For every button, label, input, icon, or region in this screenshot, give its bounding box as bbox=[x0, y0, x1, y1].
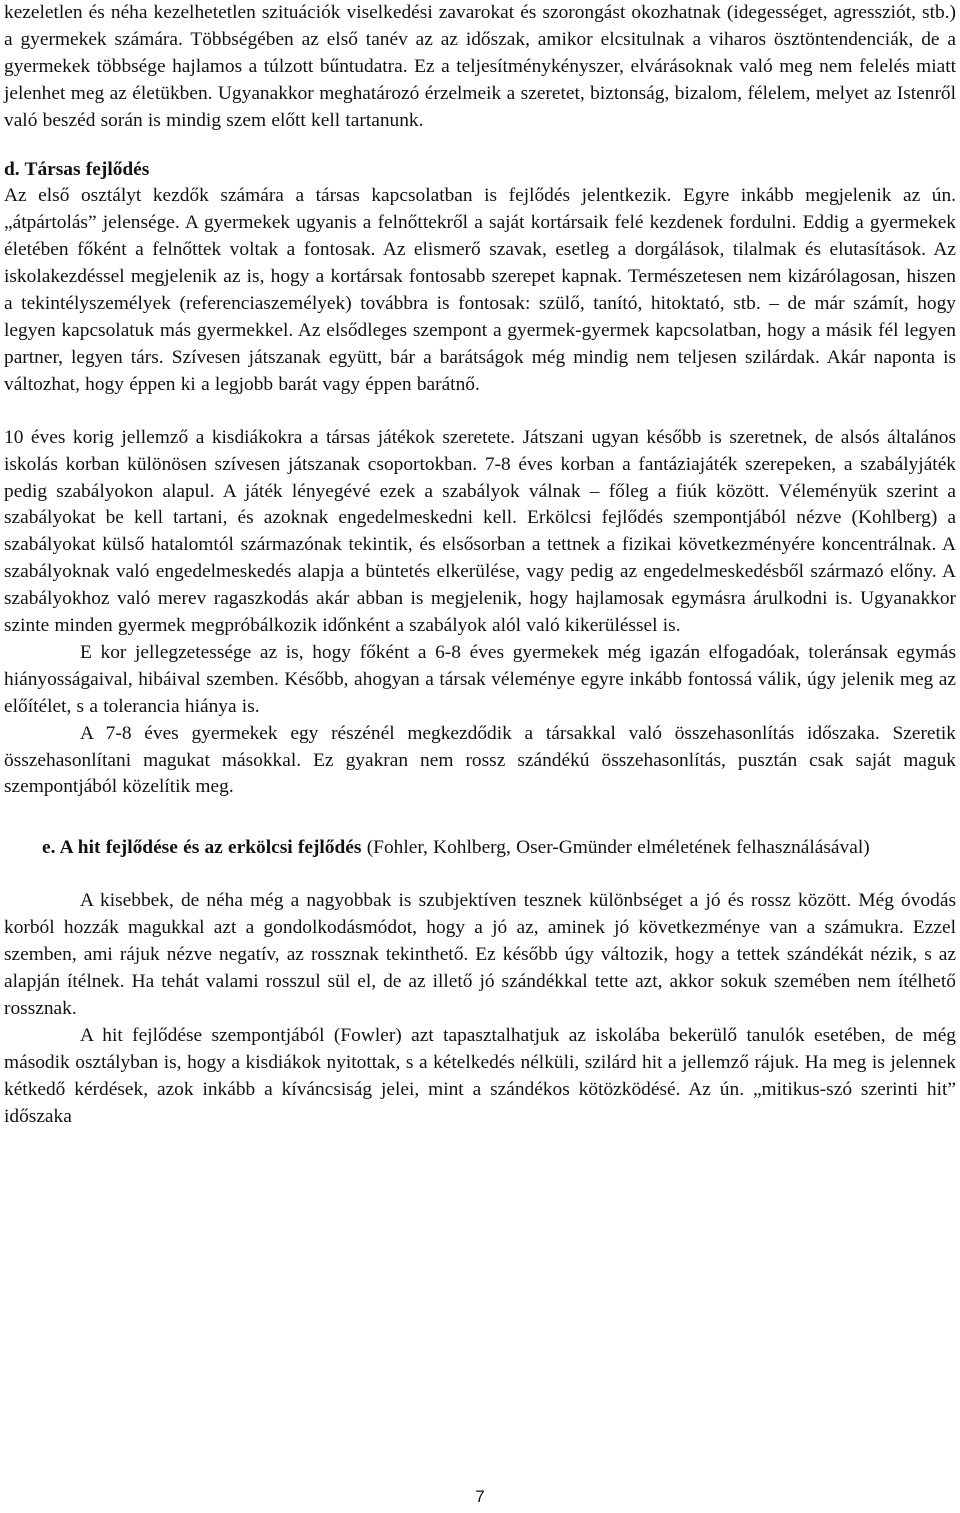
section-heading-e-subtitle: (Fohler, Kohlberg, Oser-Gmünder elméletének felhasználásával) bbox=[361, 837, 870, 859]
section-heading-d: d. Társas fejlődés bbox=[4, 158, 150, 180]
paragraph: A 7-8 éves gyermekek egy részénél megkezdődik a társakkal való összehasonlítás időszaka. Szeretik összehasonlítani magukat másokkal. Ez gyakran nem rossz szándékú összehasonlítás, pusztán csak saját maguk szempontjából közelítik meg. bbox=[4, 722, 956, 798]
paragraph: A kisebbek, de néha még a nagyobbak is szubjektíven tesznek különbséget a jó és rossz között. Még óvodás korból hozzák magukkal azt a gondolkodásmódot, hogy a jó az, aminek jó következménye van a számukra. Ezzel szemben, ami rájuk nézve negatív, az rossznak tekinthető. Ez később úgy változik, hogy a tettek szándékát nézik, s az alapján ítélnek. Ha tehát valami rosszul sül el, de az illető jó szándékkal tette azt, akkor sokuk szemében nem ítélhető rossznak. bbox=[4, 890, 956, 1019]
paragraph: E kor jellegzetessége az is, hogy főként a 6-8 éves gyermekek még igazán elfogadóak, toleránsak egymás hiányosságaival, hibáival szemben. Később, ahogyan a társak véleménye egyre inkább fontossá válik, úgy jelenik meg az előítélet, s a tolerancia hiánya is. bbox=[4, 641, 956, 717]
paragraph: kezeletlen és néha kezelhetetlen szituációk viselkedési zavarokat és szorongást okozhatnak (idegességet, agressziót, stb.) a gyermekek számára. Többségében az első tanév az az időszak, amikor elcsitulnak a viharos ösztöntendenciák, de a gyermekek többsége hajlamos a túlzott bűntudatra. Ez a teljesítménykényszer, elvárásoknak való meg nem felelés miatt jelenhet meg az életükben. Ugyanakkor meghatározó érzelmeik a szeretet, biztonság, bizalom, félelem, melyet az Istenről való beszéd során is mindig szem előtt kell tartanunk. bbox=[4, 2, 956, 131]
paragraph: 10 éves korig jellemző a kisdiákokra a társas játékok szeretete. Játszani ugyan később is szeretnek, de alsós általános iskolás korban különösen szívesen játszanak csoportokban. 7-8 éves korban a fantáziajáték szerepeken, a szabályjáték pedig szabályokon alapul. A játék lényegévé ezek a szabályok válnak – főleg a fiúk között. Véleményük szerint a szabályokat be kell tartani, és azoknak engedelmeskedni kell. Erkölcsi fejlődés szempontjából nézve (Kohlberg) a szabályokat külső hatalomtól származónak tekintik, és elsősorban a tettnek a fizikai következményére koncentrálnak. A szabályoknak való engedelmeskedés alapja a büntetés elkerülése, vagy pedig az engedelmeskedésből származó előny. A szabályokhoz való merev ragaszkodás akár abban is megjelenik, hogy hajlamosak egymásra árulkodni is. Ugyanakkor szinte minden gyermek megpróbálkozik időnként a szabályok alól való kikerüléssel is. bbox=[4, 426, 956, 637]
page-number: 7 bbox=[475, 1487, 485, 1506]
section-heading-e bbox=[4, 835, 956, 862]
paragraph: Az első osztályt kezdők számára a társas kapcsolatban is fejlődés jelentkezik. Egyre inkább megjelenik az ún. „átpártolás” jelensége. A gyermekek ugyanis a felnőttekről a saját kortársaik felé kezdenek fordulni. Eddig a gyermekek életében főként a felnőttek voltak a fontosak. Az elismerő szavak, esetleg a dorgálások, tilalmak és elutasítások. Az iskolakezdéssel megjelenik az is, hogy a kortársak fontosabb szerepet kapnak. Természetesen nem kizárólagosan, hiszen a tekintélyszemélyek (referenciaszemélyek) továbbra is fontosak: szülő, tanító, hitoktató, stb. – de már számít, hogy legyen kapcsolatuk más gyermekkel. Az elsődleges szempont a gyermek-gyermek kapcsolatban, hogy a másik fél legyen partner, legyen társ. Szívesen játszanak együtt, bár a barátságok még mindig nem teljesen szilárdak. Akár naponta is változhat, hogy éppen ki a legjobb barát vagy éppen barátnő. bbox=[4, 185, 956, 395]
section-heading-e-title: e. A hit fejlődése és az erkölcsi fejlődés bbox=[42, 837, 362, 859]
document-page bbox=[4, 0, 956, 1130]
paragraph: A hit fejlődése szempontjából (Fowler) azt tapasztalhatjuk az iskolába bekerülő tanulók esetében, de még második osztályban is, hogy a kisdiákok nyitottak, s a kételkedés nélküli, szilárd hit a jellemző rájuk. Ha meg is jelennek kétkedő kérdések, azok inkább a kíváncsiság jelei, mint a szándékos kötözködésé. Az ún. „mitikus-szó szerinti hit” időszaka bbox=[4, 1024, 956, 1127]
